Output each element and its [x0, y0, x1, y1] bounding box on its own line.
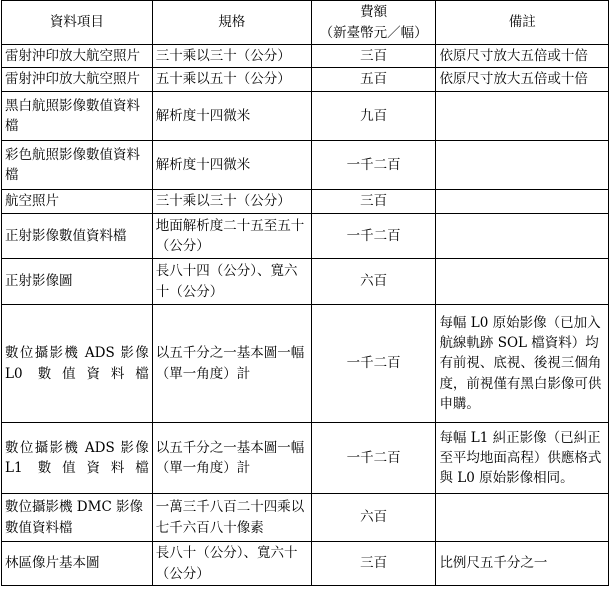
header-fee [311, 1, 436, 45]
item-cell: 彩色航照影像數值資料檔 [2, 141, 153, 190]
spec-cell: 長八十（公分）、寬六十（公分） [152, 542, 311, 586]
spec-cell: 解析度十四微米 [152, 92, 311, 141]
item-cell: 數位攝影機 DMC 影像數值資料檔 [2, 494, 153, 542]
table-row [2, 190, 609, 214]
item-cell: 林區像片基本圖 [2, 542, 153, 586]
header-fee-unit: （新臺幣元／幅） [319, 24, 428, 41]
fee-cell: 一千二百 [311, 423, 436, 494]
header-fee-label: 費額 [360, 4, 388, 21]
item-cell: 正射影像圖 [2, 259, 153, 305]
note-cell: 每幅 L0 原始影像（已加入航線軌跡 SOL 檔資料）均有前視、底視、後視三個角度，前視僅有黑白影像可供申購。 [436, 305, 609, 423]
table-row [2, 68, 609, 92]
table-row [2, 423, 609, 494]
fee-cell: 六百 [311, 494, 436, 542]
item-cell: 雷射沖印放大航空照片 [2, 45, 153, 68]
spec-cell: 三十乘以三十（公分） [152, 190, 311, 214]
table-row [2, 214, 609, 259]
item-cell: 黑白航照影像數值資料檔 [2, 92, 153, 141]
item-cell: 數位攝影機 ADS 影像 L1 數值資料檔 [2, 423, 153, 494]
header-note: 備註 [436, 1, 609, 45]
note-cell [436, 494, 609, 542]
spec-cell: 五十乘以五十（公分） [152, 68, 311, 92]
note-cell [436, 141, 609, 190]
table-row [2, 305, 609, 423]
table-row [2, 92, 609, 141]
header-spec: 規格 [152, 1, 311, 45]
spec-cell: 以五千分之一基本圖一幅（單一角度）計 [152, 423, 311, 494]
fee-cell: 一千二百 [311, 305, 436, 423]
fee-table [1, 0, 609, 586]
spec-cell: 以五千分之一基本圖一幅（單一角度）計 [152, 305, 311, 423]
fee-cell: 一千二百 [311, 214, 436, 259]
fee-cell: 九百 [311, 92, 436, 141]
note-cell [436, 214, 609, 259]
note-cell: 依原尺寸放大五倍或十倍 [436, 68, 609, 92]
note-cell: 比例尺五千分之一 [436, 542, 609, 586]
item-cell: 航空照片 [2, 190, 153, 214]
fee-cell: 六百 [311, 259, 436, 305]
item-cell: 數位攝影機 ADS 影像 L0 數值資料檔 [2, 305, 153, 423]
fee-cell: 三百 [311, 542, 436, 586]
note-cell: 每幅 L1 糾正影像（已糾正至平均地面高程）供應格式與 L0 原始影像相同。 [436, 423, 609, 494]
note-cell [436, 190, 609, 214]
fee-cell: 三百 [311, 45, 436, 68]
table-row [2, 45, 609, 68]
fee-cell: 三百 [311, 190, 436, 214]
note-cell: 依原尺寸放大五倍或十倍 [436, 45, 609, 68]
note-cell [436, 92, 609, 141]
note-cell [436, 259, 609, 305]
header-row [2, 1, 609, 45]
fee-cell: 一千二百 [311, 141, 436, 190]
header-item: 資料項目 [2, 1, 153, 45]
spec-cell: 長八十四（公分）、寬六十（公分） [152, 259, 311, 305]
fee-cell: 五百 [311, 68, 436, 92]
table-row [2, 494, 609, 542]
item-cell: 雷射沖印放大航空照片 [2, 68, 153, 92]
spec-cell: 地面解析度二十五至五十（公分） [152, 214, 311, 259]
spec-cell: 一萬三千八百二十四乘以七千六百八十像素 [152, 494, 311, 542]
table-row [2, 542, 609, 586]
table-row [2, 141, 609, 190]
table-row [2, 259, 609, 305]
spec-cell: 三十乘以三十（公分） [152, 45, 311, 68]
spec-cell: 解析度十四微米 [152, 141, 311, 190]
item-cell: 正射影像數值資料檔 [2, 214, 153, 259]
